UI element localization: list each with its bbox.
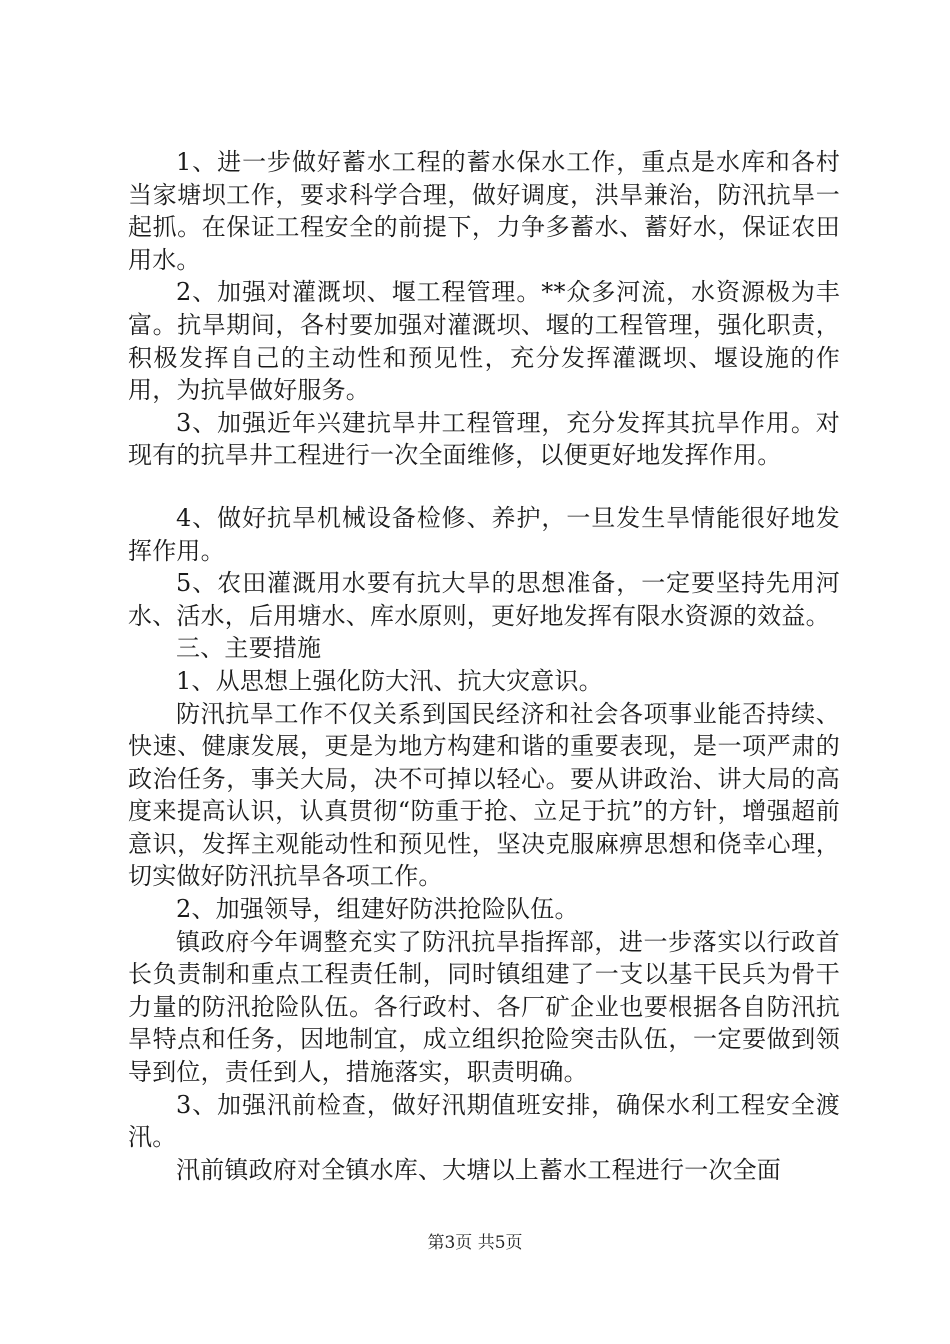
paragraph-item-1: 1、进一步做好蓄水工程的蓄水保水工作，重点是水库和各村当家塘坝工作，要求科学合理，做好调度，洪旱兼治，防汛抗旱一起抓。在保证工程安全的前提下，力争多蓄水、蓄好水，保证农田用水。 (128, 148, 840, 274)
measure-heading-1: 1、从思想上强化防大汛、抗大灾意识。 (176, 666, 603, 695)
paragraph-item-3: 3、加强近年兴建抗旱井工程管理，充分发挥其抗旱作用。对现有的抗旱井工程进行一次全面维修，以便更好地发挥作用。 (128, 408, 840, 470)
measure-body-1: 防汛抗旱工作不仅关系到国民经济和社会各项事业能否持续、快速、健康发展，更是为地方构建和谐的重要表现，是一项严肃的政治任务，事关大局，决不可掉以轻心。要从讲政治、讲大局的高度来提高认识，认真贯彻“防重于抢、立足于抗”的方针，增强超前意识，发挥主观能动性和预见性，坚决克服麻痹思想和侥幸心理，切实做好防汛抗旱各项工作。 (128, 699, 840, 891)
paragraph-item-4: 4、做好抗旱机械设备检修、养护，一旦发生旱情能很好地发挥作用。 (128, 503, 840, 565)
section-heading-measures: 三、主要措施 (176, 634, 322, 663)
paragraph-item-2: 2、加强对灌溉坝、堰工程管理。**众多河流，水资源极为丰富。抗旱期间，各村要加强对灌溉坝、堰的工程管理，强化职责，积极发挥自己的主动性和预见性，充分发挥灌溉坝、堰设施的作用，为抗旱做好服务。 (128, 278, 840, 405)
measure-body-3: 汛前镇政府对全镇水库、大塘以上蓄水工程进行一次全面 (176, 1155, 781, 1184)
measure-heading-2: 2、加强领导，组建好防洪抢险队伍。 (176, 895, 579, 924)
measure-body-2: 镇政府今年调整充实了防汛抗旱指挥部，进一步落实以行政首长负责制和重点工程责任制，同时镇组建了一支以基干民兵为骨干力量的防汛抢险队伍。各行政村、各厂矿企业也要根据各自防汛抗旱特点和任务，因地制宜，成立组织抢险突击队伍，一定要做到领导到位，责任到人，措施落实，职责明确。 (128, 927, 840, 1087)
page-number-footer: 第3页 共5页 (427, 1233, 523, 1253)
document-body (128, 146, 840, 1186)
paragraph-item-5: 5、农田灌溉用水要有抗大旱的思想准备，一定要坚持先用河水、活水，后用塘水、库水原则，更好地发挥有限水资源的效益。 (128, 569, 840, 630)
measure-heading-3: 3、加强汛前检查，做好汛期值班安排，确保水利工程安全渡汛。 (128, 1090, 840, 1152)
